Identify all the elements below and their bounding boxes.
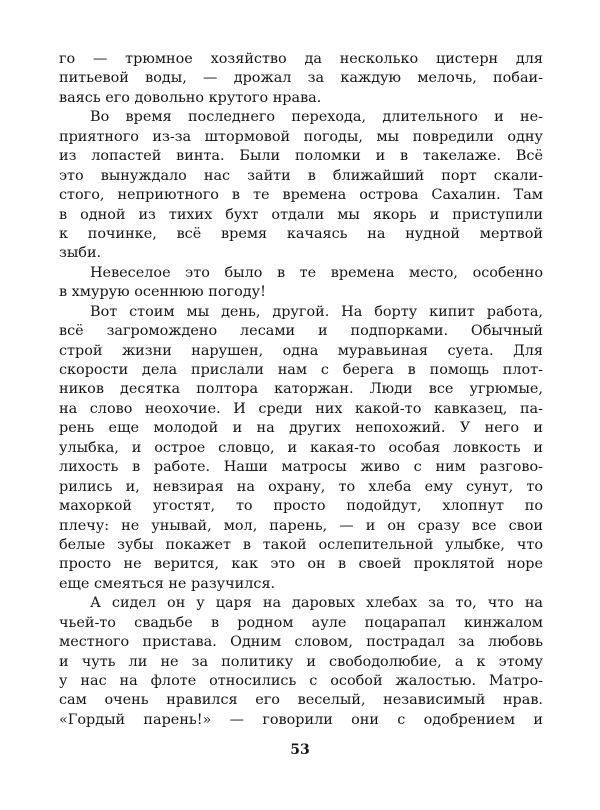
paragraph: [59, 303, 543, 595]
text-line: Вот стоим мы день, другой. На борту кипит работа,: [90, 303, 543, 320]
text-line: просто не верится, как это он в своей проклятой норе: [59, 556, 543, 573]
text-line: и чуть ли не за политику и свободолюбие, а к этому: [59, 653, 543, 670]
text-line: из лопастей винта. Были поломки и в такелаже. Всё: [59, 148, 543, 165]
text-line: рились и, невзирая на охрану, то хлеба ему сунут, то: [59, 478, 543, 495]
text-line: махоркой угостят, то просто подойдут, хлопнут по: [59, 498, 543, 515]
text-line: го — трюмное хозяйство да несколько цистерн для: [59, 51, 543, 67]
page-text: [59, 50, 543, 730]
text-line: в хмурую осеннюю погоду!: [59, 284, 266, 301]
text-line: это вынуждало нас зайти в ближайший порт скали-: [59, 167, 543, 184]
text-line: питьевой воды, — дрожал за каждую мелочь, побаи-: [59, 70, 543, 87]
text-line: у нас на флоте относились с особой жалостью. Матро-: [59, 673, 543, 689]
text-line: чьей-то свадьбе в родном ауле поцарапал кинжалом: [59, 614, 543, 631]
text-line: строй жизни нарушен, одна муравьиная суета. Для: [59, 342, 543, 359]
text-line: лихость в работе. Наши матросы живо с ним разгово-: [59, 459, 543, 476]
text-line: приятного из-за штормовой погоды, мы повредили одну: [59, 128, 543, 145]
page-number: 53: [290, 742, 310, 758]
text-line: А сидел он у царя на даровых хлебах за то, что на: [90, 595, 543, 612]
text-line: местного пристава. Одним словом, пострадал за любовь: [59, 634, 543, 651]
text-line: «Гордый парень!» — говорили они с одобрением и: [59, 711, 543, 728]
text-line: плечу: не унывай, мол, парень, — и он сразу все свои: [59, 517, 543, 534]
text-line: рень еще молодой и на других непохожий. У него и: [59, 420, 543, 437]
text-line: стого, неприютного в те времена острова Сахалин. Там: [59, 187, 543, 204]
text-line: улыбка, и острое словцо, и какая-то особая ловкость и: [59, 439, 543, 456]
text-line: к починке, всё время качаясь на нудной мертвой: [59, 225, 543, 242]
text-line: на слово неохочие. И среди них какой-то кавказец, па-: [59, 400, 543, 417]
text-line: белые зубы покажет в такой ослепительной улыбке, что: [59, 536, 543, 553]
paragraph: [59, 50, 543, 108]
paragraph: [59, 264, 543, 303]
paragraph: [59, 594, 543, 730]
paragraph: [59, 108, 543, 264]
text-line: в одной из тихих бухт отдали мы якорь и приступили: [59, 206, 543, 223]
text-line: зыби.: [59, 245, 102, 262]
text-line: Во время последнего перехода, длительного и не-: [90, 109, 543, 126]
text-line: всё загромождено лесами и подпорками. Обычный: [59, 323, 543, 340]
text-line: ваясь его довольно крутого нрава.: [59, 89, 322, 106]
text-line: еще смеяться не разучился.: [59, 575, 276, 592]
text-line: сам очень нравился его веселый, независимый нрав.: [59, 692, 543, 709]
text-line: скорости дела прислали нам с берега в помощь плот-: [59, 362, 543, 378]
text-line: ников десятка полтора каторжан. Люди все угрюмые,: [59, 381, 543, 398]
text-line: Невеселое это было в те времена место, особенно: [90, 264, 543, 281]
